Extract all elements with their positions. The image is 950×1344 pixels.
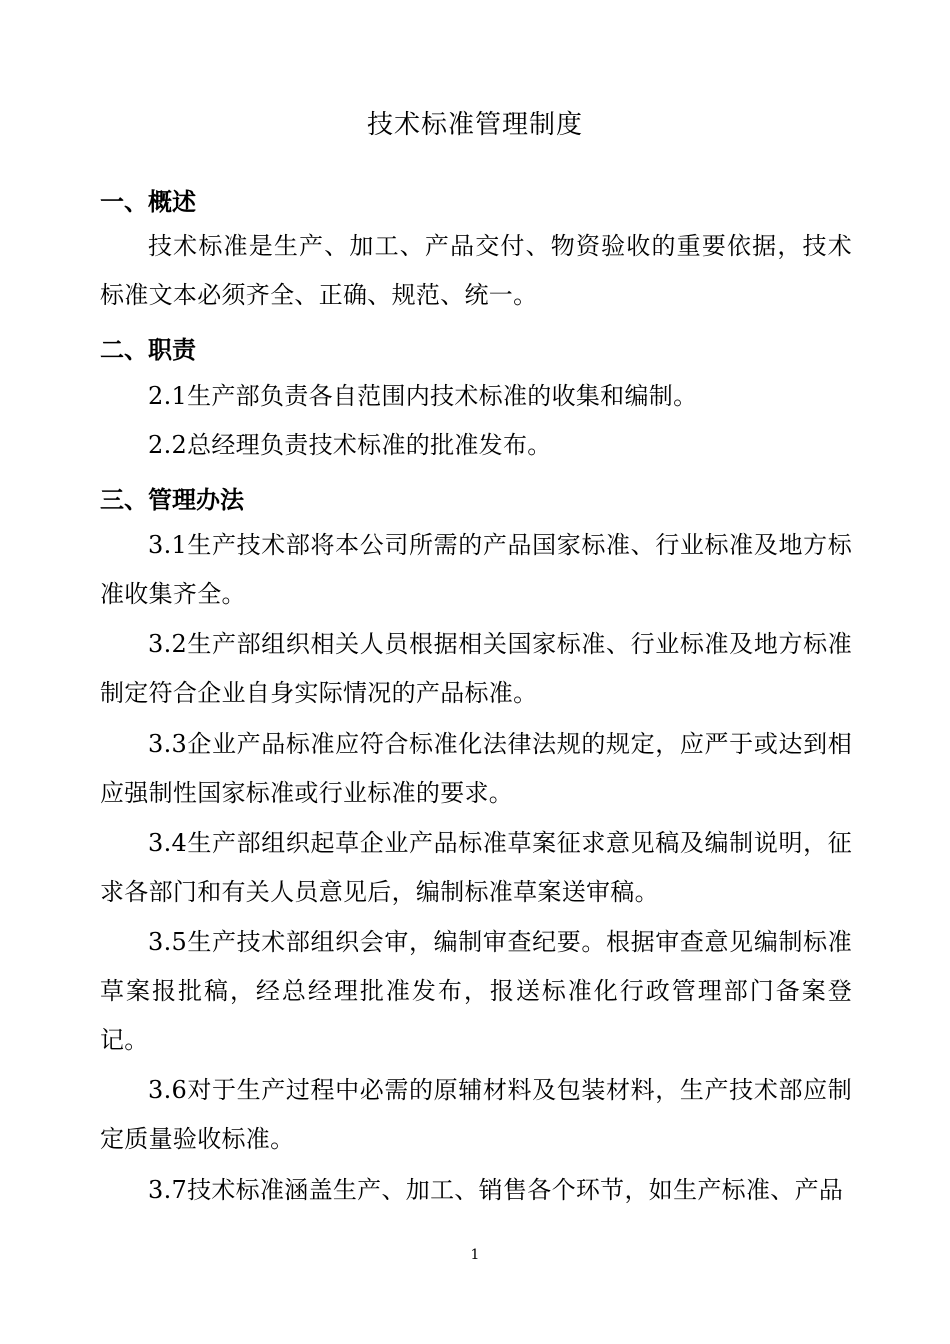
section-heading-methods: 三、管理办法 bbox=[100, 486, 244, 514]
paragraph: 3.4生产部组织起草企业产品标准草案征求意见稿及编制说明，征求各部门和有关人员意见后，编制标准草案送审稿。 bbox=[100, 829, 852, 906]
paragraph: 3.5生产技术部组织会审，编制审查纪要。根据审查意见编制标准草案报批稿，经总经理批准发布，报送标准化行政管理部门备案登记。 bbox=[100, 928, 852, 1054]
paragraph: 3.6对于生产过程中必需的原辅材料及包装材料，生产技术部应制定质量验收标准。 bbox=[100, 1076, 852, 1153]
paragraph: 技术标准是生产、加工、产品交付、物资验收的重要依据，技术标准文本必须齐全、正确、规范、统一。 bbox=[100, 232, 852, 309]
paragraph: 3.2生产部组织相关人员根据相关国家标准、行业标准及地方标准制定符合企业自身实际情况的产品标准。 bbox=[100, 630, 852, 707]
section-heading-duties: 二、职责 bbox=[100, 336, 196, 364]
paragraph: 3.3企业产品标准应符合标准化法律法规的规定，应严于或达到相应强制性国家标准或行业标准的要求。 bbox=[100, 730, 852, 807]
paragraph: 2.2总经理负责技术标准的批准发布。 bbox=[148, 431, 552, 459]
paragraph: 3.1生产技术部将本公司所需的产品国家标准、行业标准及地方标准收集齐全。 bbox=[100, 531, 852, 608]
paragraph: 2.1生产部负责各自范围内技术标准的收集和编制。 bbox=[148, 382, 698, 410]
document-title: 技术标准管理制度 bbox=[366, 110, 583, 140]
paragraph: 3.7技术标准涵盖生产、加工、销售各个环节，如生产标准、产品 bbox=[148, 1176, 844, 1204]
page-number: 1 bbox=[470, 1247, 480, 1263]
section-heading-overview: 一、概述 bbox=[100, 188, 196, 216]
